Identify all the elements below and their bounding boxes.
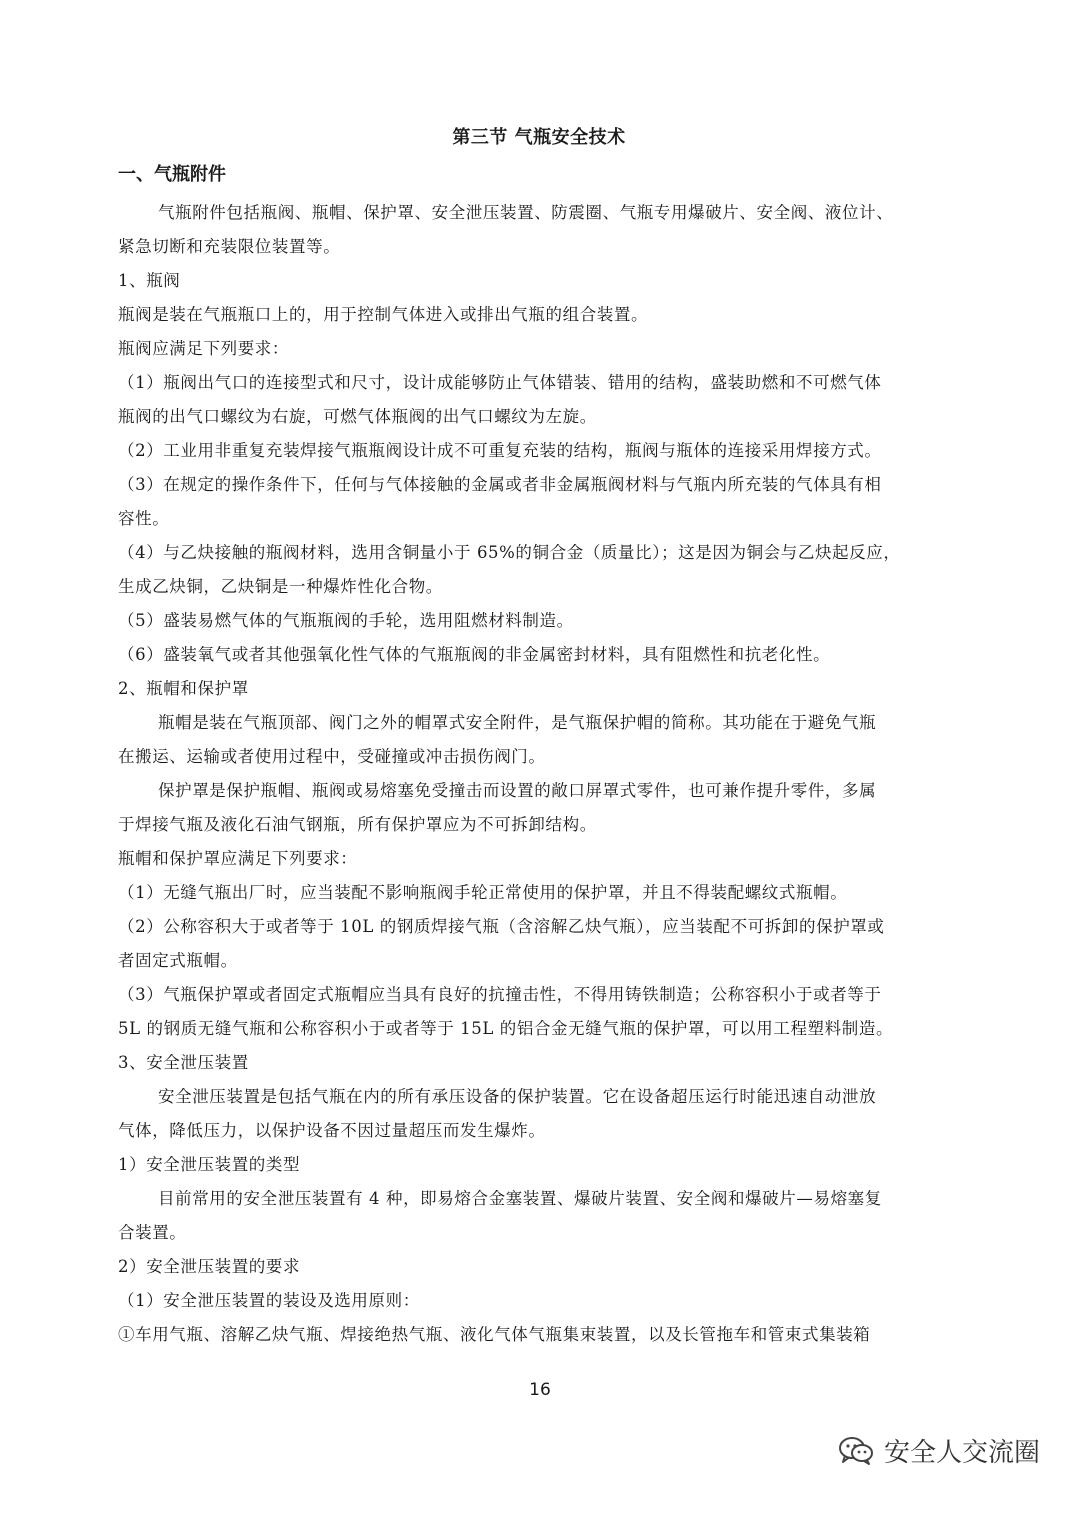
text-line: （1）安全泄压装置的装设及选用原则： xyxy=(118,1291,420,1310)
text-line: 紧急切断和充装限位装置等。 xyxy=(118,237,341,256)
text-line: 3、安全泄压装置 xyxy=(118,1053,249,1072)
text-line: 瓶帽是装在气瓶顶部、阀门之外的帽罩式安全附件，是气瓶保护帽的简称。其功能在于避免气瓶 xyxy=(158,713,877,732)
text-line: （5）盛装易燃气体的气瓶瓶阀的手轮，选用阻燃材料制造。 xyxy=(118,611,574,630)
text-line: 气瓶附件包括瓶阀、瓶帽、保护罩、安全泄压装置、防震圈、气瓶专用爆破片、安全阀、液位计、 xyxy=(158,203,894,222)
text-line: 1）安全泄压装置的类型 xyxy=(118,1155,301,1174)
text-line: 瓶阀应满足下列要求： xyxy=(118,339,289,358)
text-line: 2）安全泄压装置的要求 xyxy=(118,1257,301,1276)
text-line: 瓶阀是装在气瓶瓶口上的，用于控制气体进入或排出气瓶的组合装置。 xyxy=(118,305,649,324)
text-line: 2、瓶帽和保护罩 xyxy=(118,679,249,698)
text-line: （2）工业用非重复充装焊接气瓶瓶阀设计成不可重复充装的结构，瓶阀与瓶体的连接采用焊接方式。 xyxy=(118,441,882,460)
watermark xyxy=(838,1432,1040,1469)
text-line: 者固定式瓶帽。 xyxy=(118,951,238,970)
text-line: 容性。 xyxy=(118,509,170,528)
wechat-icon xyxy=(838,1436,874,1466)
text-line: 瓶帽和保护罩应满足下列要求： xyxy=(118,849,358,868)
text-line: 5L 的钢质无缝气瓶和公称容积小于或者等于 15L 的铝合金无缝气瓶的保护罩，可以用工程塑料制造。 xyxy=(118,1019,894,1038)
text-line: （4）与乙炔接触的瓶阀材料，选用含铜量小于 65%的铜合金（质量比）；这是因为铜会与乙炔起反应， xyxy=(118,543,901,562)
text-line: 安全泄压装置是包括气瓶在内的所有承压设备的保护装置。它在设备超压运行时能迅速自动泄放 xyxy=(158,1087,877,1106)
text-line: （3）在规定的操作条件下，任何与气体接触的金属或者非金属瓶阀材料与气瓶内所充装的气体具有相 xyxy=(118,475,882,494)
page-title: 第三节 气瓶安全技术 xyxy=(452,127,626,148)
text-line: （1）瓶阀出气口的连接型式和尺寸，设计成能够防止气体错装、错用的结构，盛装助燃和不可燃气体 xyxy=(118,373,882,392)
text-line: 目前常用的安全泄压装置有 4 种，即易熔合金塞装置、爆破片装置、安全阀和爆破片—易熔塞复 xyxy=(158,1189,882,1208)
watermark-text: 安全人交流圈 xyxy=(883,1438,1040,1468)
text-line: （3）气瓶保护罩或者固定式瓶帽应当具有良好的抗撞击性，不得用铸铁制造；公称容积小于或者等于 xyxy=(118,985,882,1004)
text-line: 于焊接气瓶及液化石油气钢瓶，所有保护罩应为不可拆卸结构。 xyxy=(118,815,597,834)
text-line: 保护罩是保护瓶帽、瓶阀或易熔塞免受撞击而设置的敞口屏罩式零件，也可兼作提升零件，多属 xyxy=(158,781,877,800)
document-body xyxy=(118,196,960,1352)
text-line: 1、瓶阀 xyxy=(118,271,181,290)
text-line: 瓶阀的出气口螺纹为右旋，可燃气体瓶阀的出气口螺纹为左旋。 xyxy=(118,407,597,426)
section-heading: 一、气瓶附件 xyxy=(118,164,226,185)
text-line: 气体，降低压力，以保护设备不因过量超压而发生爆炸。 xyxy=(118,1121,546,1140)
text-line: 合装置。 xyxy=(118,1223,187,1242)
text-line: （6）盛装氧气或者其他强氧化性气体的气瓶瓶阀的非金属密封材料，具有阻燃性和抗老化性。 xyxy=(118,645,831,664)
text-line: ①车用气瓶、溶解乙炔气瓶、焊接绝热气瓶、液化气体气瓶集束装置，以及长管拖车和管束式集装箱 xyxy=(118,1325,871,1344)
text-line: （2）公称容积大于或者等于 10L 的钢质焊接气瓶（含溶解乙炔气瓶），应当装配不可拆卸的保护罩或 xyxy=(118,917,885,936)
text-line: 生成乙炔铜，乙炔铜是一种爆炸性化合物。 xyxy=(118,577,443,596)
text-line: 在搬运、运输或者使用过程中，受碰撞或冲击损伤阀门。 xyxy=(118,747,546,766)
page-number: 16 xyxy=(529,1380,551,1400)
document-page xyxy=(118,118,960,1352)
text-line: （1）无缝气瓶出厂时，应当装配不影响瓶阀手轮正常使用的保护罩，并且不得装配螺纹式瓶帽。 xyxy=(118,883,848,902)
